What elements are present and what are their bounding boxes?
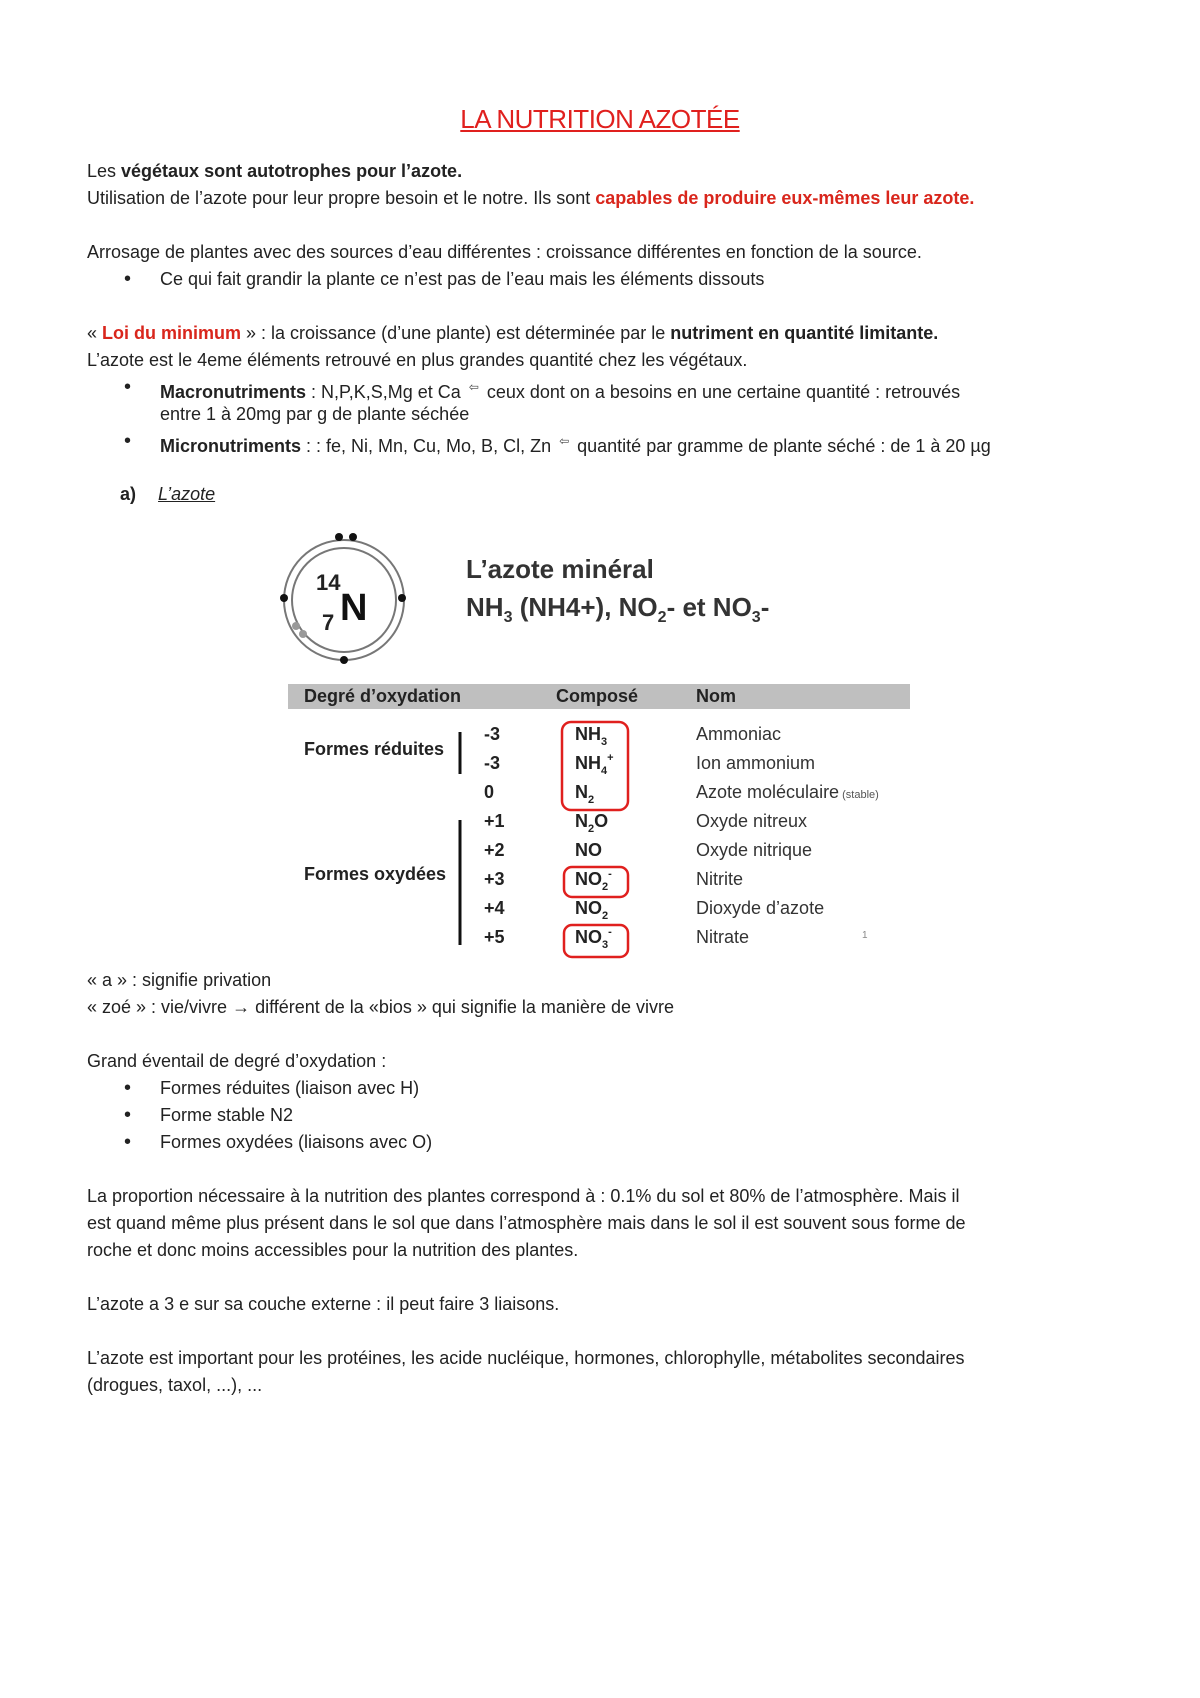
electron-dot <box>340 656 348 664</box>
arrow-left-icon: ⇦ <box>468 380 479 394</box>
watering-line: Arrosage de plantes avec des sources d’eau différentes : croissance différentes en fonction de la source. <box>87 242 922 262</box>
macronutrients-label: Macronutriments <box>160 382 307 402</box>
bullet-icon <box>124 1129 154 1156</box>
figure-heading: L’azote minéral <box>466 554 654 584</box>
list-item-text: Formes réduites (liaison avec H) <box>160 1078 420 1098</box>
compound-formula: $NO_2$ <box>575 898 609 922</box>
etymology-line-1: « a » : signifie privation <box>87 970 272 990</box>
compound-name: Nitrite <box>696 869 744 889</box>
oxidation-range-intro: Grand éventail de degré d’oxydation : <box>87 1051 387 1071</box>
header-compound: Composé <box>556 686 639 706</box>
macronutrients-line-2: entre 1 à 20mg par g de plante séchée <box>160 404 470 424</box>
nitrogen-atom-diagram <box>280 533 406 664</box>
intro-text: Les <box>87 161 122 181</box>
atom-mass-number: 14 <box>316 570 341 595</box>
header-name: Nom <box>696 686 736 706</box>
intro-text-2: Utilisation de l’azote pour leur propre besoin et le notre. Ils sont <box>87 188 596 208</box>
oxidation-degree: +2 <box>484 840 505 860</box>
list-item-text: Formes oxydées (liaisons avec O) <box>160 1132 433 1152</box>
nitrogen-rank-line: L’azote est le 4eme éléments retrouvé en plus grandes quantité chez les végétaux. <box>87 350 748 370</box>
compound-name: Nitrate <box>696 927 750 947</box>
list-item-text: Forme stable N2 <box>160 1105 294 1125</box>
table-row <box>484 868 743 893</box>
atom-atomic-number: 7 <box>322 610 335 635</box>
micronutrients-list: : : fe, Ni, Mn, Cu, Mo, B, Cl, Zn <box>301 436 552 456</box>
oxidation-degree: 0 <box>484 782 495 802</box>
table-row <box>484 724 781 748</box>
table-row <box>484 840 812 860</box>
figure-formula: $NH_3$ (NH4+), $NO_2-$ et $NO_3-$ <box>466 592 770 626</box>
oxidation-degree: +5 <box>484 927 505 947</box>
bullet-icon <box>124 1075 154 1102</box>
quote-open: « <box>87 323 103 343</box>
compound-name: Oxyde nitreux <box>696 811 808 831</box>
micronutrients-label: Micronutriments <box>160 436 302 456</box>
arrow-left-icon: ⇦ <box>559 434 570 448</box>
valence-line: L’azote a 3 e sur sa couche externe : il peut faire 3 liaisons. <box>87 1294 560 1314</box>
table-row <box>484 926 749 951</box>
macronutrients-desc: ceux dont on a besoins en une certaine quantité : retrouvés <box>486 382 961 402</box>
compound-name: Azote moléculaire (stable) <box>696 782 879 802</box>
section-number: a) <box>120 484 137 504</box>
etymology-line-2: « zoé » : vie/vivre → différent de la «bios » qui signifie la manière de vivre <box>87 997 674 1017</box>
micronutrients-desc: quantité par gramme de plante séché : de 1 à 20 µg <box>577 436 991 456</box>
electron-dot <box>398 594 406 602</box>
electron-dot <box>292 622 300 630</box>
list-item-text: Ce qui fait grandir la plante ce n’est pas de l’eau mais les éléments dissouts <box>160 269 765 289</box>
table-row <box>484 811 807 835</box>
compound-name: Ion ammonium <box>696 753 816 773</box>
group-oxidized-label: Formes oxydées <box>304 864 447 884</box>
electron-dot <box>349 533 357 541</box>
oxidation-degree: -3 <box>484 724 501 744</box>
importance-line-1: L’azote est important pour les protéines, les acide nucléique, hormones, chlorophylle, métabolites secondaires <box>87 1348 965 1368</box>
minimum-law-text: » : la croissance (d’une plante) est déterminée par le <box>241 323 671 343</box>
intro-highlight: capables de produire eux-mêmes leur azote. <box>595 188 975 208</box>
compound-name: Oxyde nitrique <box>696 840 813 860</box>
figure-page-mark: 1 <box>862 930 868 941</box>
atom-symbol: N <box>340 587 368 629</box>
macronutrients-list: : N,P,K,S,Mg et Ca <box>306 382 461 402</box>
compound-formula: NO <box>575 840 602 860</box>
group-reduced-label: Formes réduites <box>304 739 445 759</box>
compound-formula: $NH_3$ <box>575 724 608 748</box>
oxidation-degree: +3 <box>484 869 505 889</box>
section-title: L’azote <box>158 484 216 504</box>
header-degree: Degré d’oxydation <box>304 686 462 706</box>
compound-formula: $N_2$ <box>575 782 595 806</box>
electron-dot <box>335 533 343 541</box>
compound-formula: $NO_2^-$ <box>575 868 612 893</box>
electron-dot <box>299 630 307 638</box>
compound-formula: $NO_3^-$ <box>575 926 612 951</box>
intro-bold: végétaux sont autotrophes pour l’azote. <box>121 161 463 181</box>
table-row <box>484 898 824 922</box>
proportion-line-2: est quand même plus présent dans le sol que dans l’atmosphère mais dans le sol il est souvent sous forme de <box>87 1213 966 1233</box>
electron-dot <box>280 594 288 602</box>
oxidation-degree: +4 <box>484 898 505 918</box>
compound-name: Ammoniac <box>696 724 782 744</box>
minimum-law-bold: nutriment en quantité limitante. <box>670 323 939 343</box>
page-title: LA NUTRITION AZOTÉE <box>460 104 740 134</box>
oxidation-degree: -3 <box>484 753 501 773</box>
bullet-icon <box>124 1102 154 1129</box>
oxidation-degree: +1 <box>484 811 505 831</box>
table-row <box>484 752 815 777</box>
compound-name: Dioxyde d’azote <box>696 898 825 918</box>
proportion-line-3: roche et donc moins accessibles pour la nutrition des plantes. <box>87 1240 579 1260</box>
table-row <box>484 782 879 806</box>
importance-line-2: (drogues, taxol, ...), ... <box>87 1375 263 1395</box>
compound-formula: $NH_4^+$ <box>575 752 614 777</box>
oxidation-table-rows <box>484 724 879 951</box>
compound-formula: $N_2O$ <box>575 811 609 835</box>
proportion-line-1: La proportion nécessaire à la nutrition des plantes correspond à : 0.1% du sol et 80% de l’atmosphère. Mais il <box>87 1186 960 1206</box>
minimum-law-term: Loi du minimum <box>102 323 242 343</box>
